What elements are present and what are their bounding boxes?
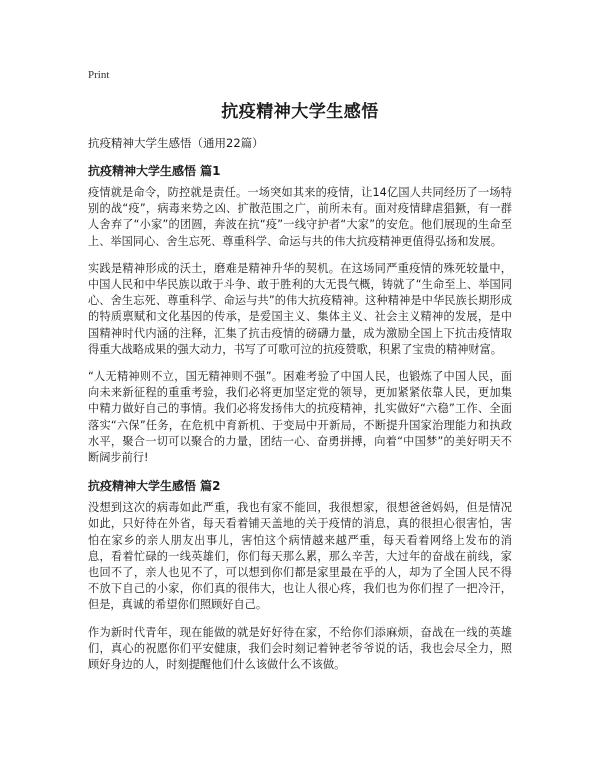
section-heading: 抗疫精神大学生感悟 篇1 <box>88 164 221 178</box>
print-link[interactable]: Print <box>88 69 110 81</box>
article-section-1 <box>88 162 512 466</box>
document-title: 抗疫精神大学生感悟 <box>221 102 379 122</box>
paragraph: 没想到这次的病毒如此严重，我也有家不能回，我很想家，很想爸爸妈妈，但是情况如此，只好待在外省，每天看着铺天盖地的关于疫情的消息，真的很担心很害怕，害怕在家乡的亲人朋友出事儿，害怕这个病情越来越严重，每天看着网络上发布的消息，看着忙碌的一线英雄们，你们每天那么累，那么辛苦，大过年的奋战在前线，家也回不了，亲人也见不了，可以想到你们都是家里最在乎的人，却为了全国人民不得不放下自己的小家，你们真的很伟大，也让人很心疼，我们也为你们捏了一把冷汗，但是，真诚的希望你们照顾好自己。 <box>88 501 512 612</box>
section-heading: 抗疫精神大学生感悟 篇2 <box>88 479 221 494</box>
paragraph: 实践是精神形成的沃土，磨难是精神升华的契机。在这场同严重疫情的殊死较量中，中国人民和中华民族以敢于斗争、敢于胜利的大无畏气概，铸就了“生命至上、举国同心、舍生忘死、尊重科学、命运与共”的伟大抗疫精神。这种精神是中华民族长期形成的特质禀赋和文化基因的传承，是爱国主义、集体主义、社会主义精神的发展，是中国精神时代内涵的注释，汇集了抗击疫情的磅礴力量，成为激励全国上下抗击疫情取得重大战略成果的强大动力，书写了可歌可泣的抗疫赞歌，积累了宝贵的精神财富。 <box>88 261 512 356</box>
paragraph: 疫情就是命令，防控就是责任。一场突如其来的疫情，让14亿国人共同经历了一场特别的战“疫”，病毒来势之凶、扩散范围之广，前所未有。面对疫情肆虐猖獗，有一群人舍弃了“小家”的团圆，奔波在抗“疫”一线守护者“大家”的安危。他们展现的生命至上、举国同心、舍生忘死、尊重科学、命运与共的伟大抗疫精神更值得弘扬和发展。 <box>88 186 512 248</box>
article-section-2 <box>88 477 512 673</box>
paragraph: “人无精神则不立，国无精神则不强”。困难考验了中国人民，也锻炼了中国人民，面向未来新征程的重重考验，我们必将更加坚定党的领导，更加紧紧依靠人民，更加集中精力做好自己的事情。我们必将发扬伟大的抗疫精神，扎实做好“六稳”工作、全面落实“六保”任务，在危机中育新机、于变局中开新局，不断提升国家治理能力和执政水平，聚合一切可以聚合的力量，团结一心、奋勇拼搏，向着“中国梦”的美好明天不断阔步前行! <box>88 370 512 465</box>
paragraph: 作为新时代青年，现在能做的就是好好待在家，不给你们添麻烦，奋战在一线的英雄们，真心的祝愿你们平安健康，我们会时刻记着钟老爷爷说的话，我也会尽全力，照顾好身边的人，时刻提醒他们什么该做什么不该做。 <box>88 625 512 672</box>
document-subtitle: 抗疫精神大学生感悟（通用22篇） <box>88 136 264 150</box>
